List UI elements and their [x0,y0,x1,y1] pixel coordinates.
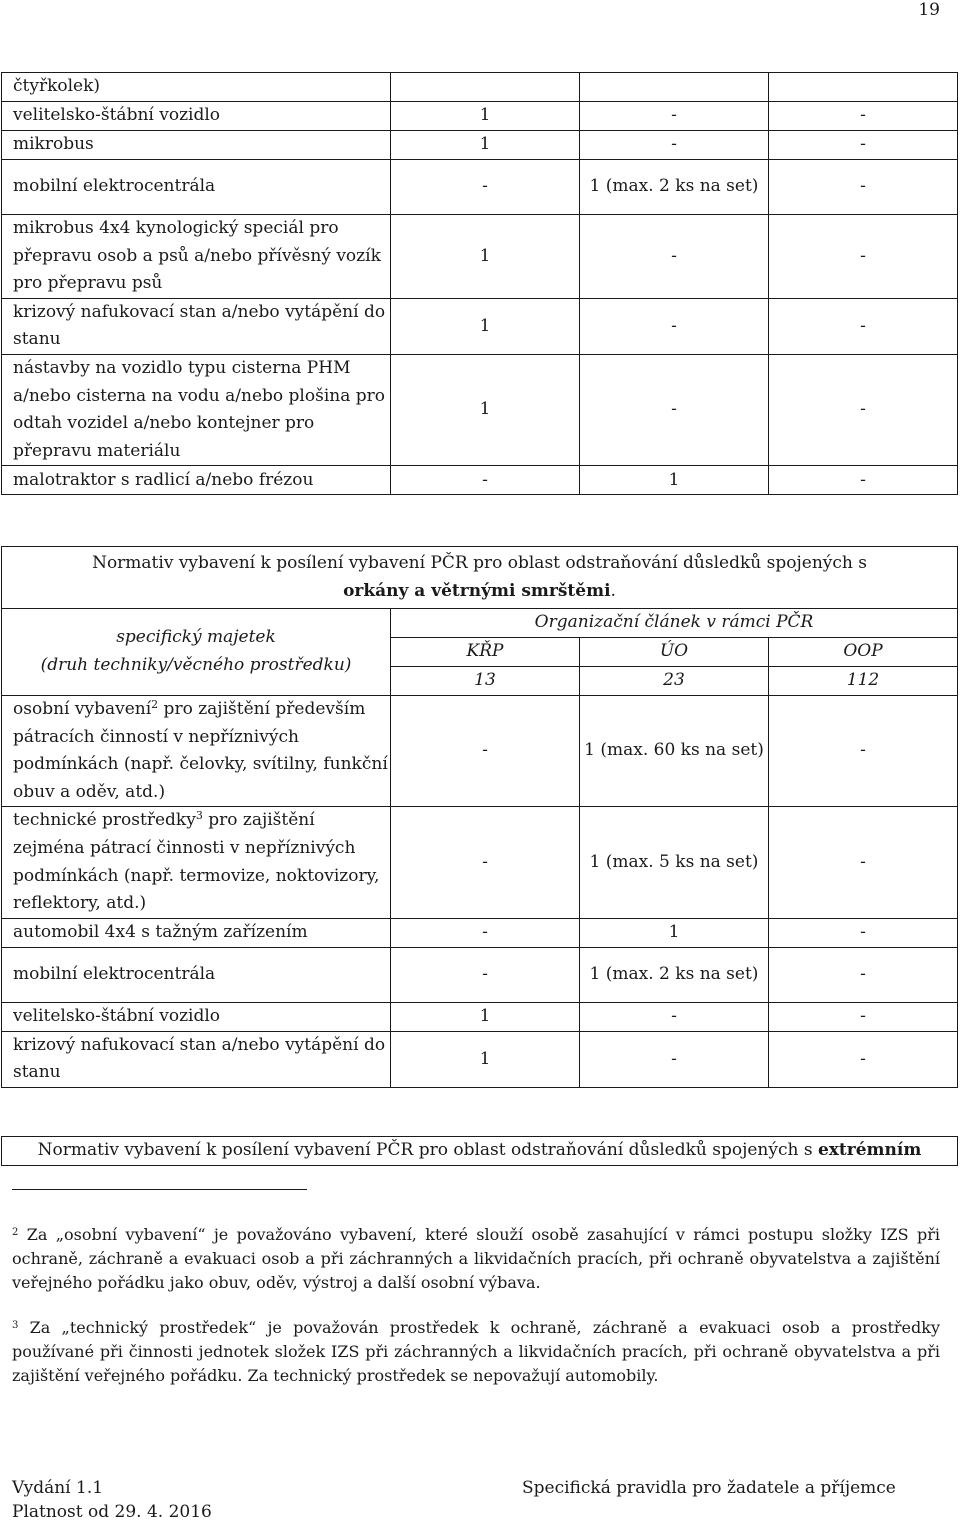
item-text: technické prostředky [13,810,196,831]
item-cell [2,1002,391,1031]
krp-cell: 1 [391,354,580,465]
column-header-label: specifický majetek [116,627,276,648]
oop-cell: - [769,1031,958,1087]
uo-cell: - [580,354,769,465]
footnote-number: 3 [12,1320,19,1331]
table-row [2,102,958,131]
footnote-number: 2 [12,1227,19,1238]
krp-cell: 1 [391,1002,580,1031]
item-text: osobní vybavení [13,699,152,719]
footnote-3 [12,1316,940,1388]
table-title-text: Normativ vybavení k posílení vybavení PČR pro oblast odstraňování důsledků spojených s [92,552,867,573]
oop-cell: - [769,215,958,299]
org-col-uo: ÚO [580,638,769,667]
table-row [2,160,958,215]
footnote-separator [12,1189,307,1190]
oop-cell: - [769,466,958,495]
krp-cell: - [391,696,580,807]
footnote-ref: 3 [195,809,203,823]
item-cell: krizový nafukovací stan a/nebo vytápění do stanu [2,298,391,354]
footer-doc-title: Specifická pravidla pro žadatele a příjemce [522,1478,896,1498]
footnote-ref: 2 [151,698,159,711]
table-title-text: Normativ vybavení k posílení vybavení PČR pro oblast odstraňování důsledků spojených s [37,1140,813,1161]
item-text: velitelsko-štábní vozidlo [13,1005,221,1026]
item-text: krizový nafukovací stan a/nebo vytápění do stanu [13,1034,386,1083]
oop-cell [769,73,958,102]
oop-cell: - [769,947,958,1002]
table-row [2,918,958,947]
uo-cell: 1 (max. 60 ks na set) [580,696,769,807]
krp-cell: 1 [391,1031,580,1087]
item-cell [2,807,391,918]
footnote-text: Za „technický prostředek“ je považován prostředek k ochraně, záchraně a evakuaci osob a prostředky používané při činnosti jednotek složek IZS při záchranných a likvidačních pracích, při ochraně obyvatelstva a při zajištění veřejného pořádku. Za technický prostředek se nepovažují automobily. [12,1318,940,1385]
item-cell: mikrobus 4x4 kynologický speciál pro přepravu osob a psů a/nebo přívěsný vozík pro přepravu psů [2,215,391,299]
table-title [2,547,958,609]
item-cell: mobilní elektrocentrála [2,160,391,215]
uo-cell: 1 (max. 2 ks na set) [580,160,769,215]
oop-cell: - [769,696,958,807]
org-count-uo: 23 [580,667,769,696]
krp-cell: - [391,918,580,947]
table-row [2,947,958,1002]
item-text-cont: pro zajištění zejména pátrací činnosti v nepříznivých podmínkách (např. termovize, noktovizory, reflektory, atd.) [13,810,380,914]
uo-cell: - [580,215,769,299]
column-header-item [2,609,391,696]
uo-cell: 1 [580,466,769,495]
table-row [2,73,958,102]
krp-cell: - [391,947,580,1002]
org-header: Organizační článek v rámci PČR [391,609,958,638]
uo-cell: 1 [580,918,769,947]
uo-cell: 1 (max. 5 ks na set) [580,807,769,918]
table-row [2,131,958,160]
item-cell [2,696,391,807]
table-row [2,1002,958,1031]
item-cell: mikrobus [2,131,391,160]
item-cell [2,947,391,1002]
equipment-table-extreme [1,1136,958,1166]
item-cell: čtyřkolek) [2,73,391,102]
footnote-2 [12,1223,940,1295]
oop-cell: - [769,807,958,918]
item-text: mobilní elektrocentrála [13,963,216,984]
item-cell: nástavby na vozidlo typu cisterna PHM a/nebo cisterna na vodu a/nebo plošina pro odtah vozidel a/nebo kontejner pro přepravu materiálu [2,354,391,465]
item-cell: malotraktor s radlicí a/nebo frézou [2,466,391,495]
footnote-text: Za „osobní vybavení“ je považováno vybavení, které slouží osobě zasahující v rámci postupu složky IZS při ochraně, záchraně a evakuaci osob a při záchranných a likvidačních pracích, při ochraně obyvatelstva a zajištění veřejného pořádku jako obuv, oděv, výstroj a další osobní výbava. [12,1225,940,1292]
column-header-sub: (druh techniky/věcného prostředku) [40,655,352,675]
uo-cell: - [580,131,769,160]
item-text-cont: pro zajištění především pátracích činností v nepříznivých podmínkách (např. čelovky, svítilny, funkční obuv a oděv, atd.) [13,699,388,802]
footer-edition: Vydání 1.1 [12,1478,104,1498]
krp-cell: 1 [391,215,580,299]
item-text: automobil 4x4 s tažným zařízením [13,921,308,942]
krp-cell: - [391,466,580,495]
equipment-table-storms [1,546,958,1088]
krp-cell: 1 [391,298,580,354]
uo-cell: - [580,298,769,354]
uo-cell: - [580,1002,769,1031]
oop-cell: - [769,160,958,215]
oop-cell: - [769,918,958,947]
oop-cell: - [769,131,958,160]
oop-cell: - [769,1002,958,1031]
oop-cell: - [769,298,958,354]
org-count-krp: 13 [391,667,580,696]
table-row [2,696,958,807]
item-cell [2,918,391,947]
table-row [2,298,958,354]
item-cell [2,1031,391,1087]
uo-cell: - [580,1031,769,1087]
footer-validity: Platnost od 29. 4. 2016 [12,1502,212,1522]
oop-cell: - [769,102,958,131]
table-title-end: . [610,580,616,601]
uo-cell: 1 (max. 2 ks na set) [580,947,769,1002]
krp-cell [391,73,580,102]
table-title-bold: extrémním [817,1140,922,1161]
org-count-oop: 112 [769,667,958,696]
uo-cell [580,73,769,102]
page-number: 19 [918,0,940,20]
table-row [2,1031,958,1087]
item-cell: velitelsko-štábní vozidlo [2,102,391,131]
table-row [2,354,958,465]
table-row [2,215,958,299]
krp-cell: - [391,807,580,918]
krp-cell: 1 [391,102,580,131]
uo-cell: - [580,102,769,131]
org-col-oop: OOP [769,638,958,667]
oop-cell: - [769,354,958,465]
table-row [2,807,958,918]
table-row [2,466,958,495]
krp-cell: 1 [391,131,580,160]
table-title-bold: orkány a větrnými smrštěmi [343,580,611,601]
org-col-krp: KŘP [391,638,580,667]
equipment-table-continuation [1,72,958,495]
krp-cell: - [391,160,580,215]
table-title [2,1137,958,1166]
